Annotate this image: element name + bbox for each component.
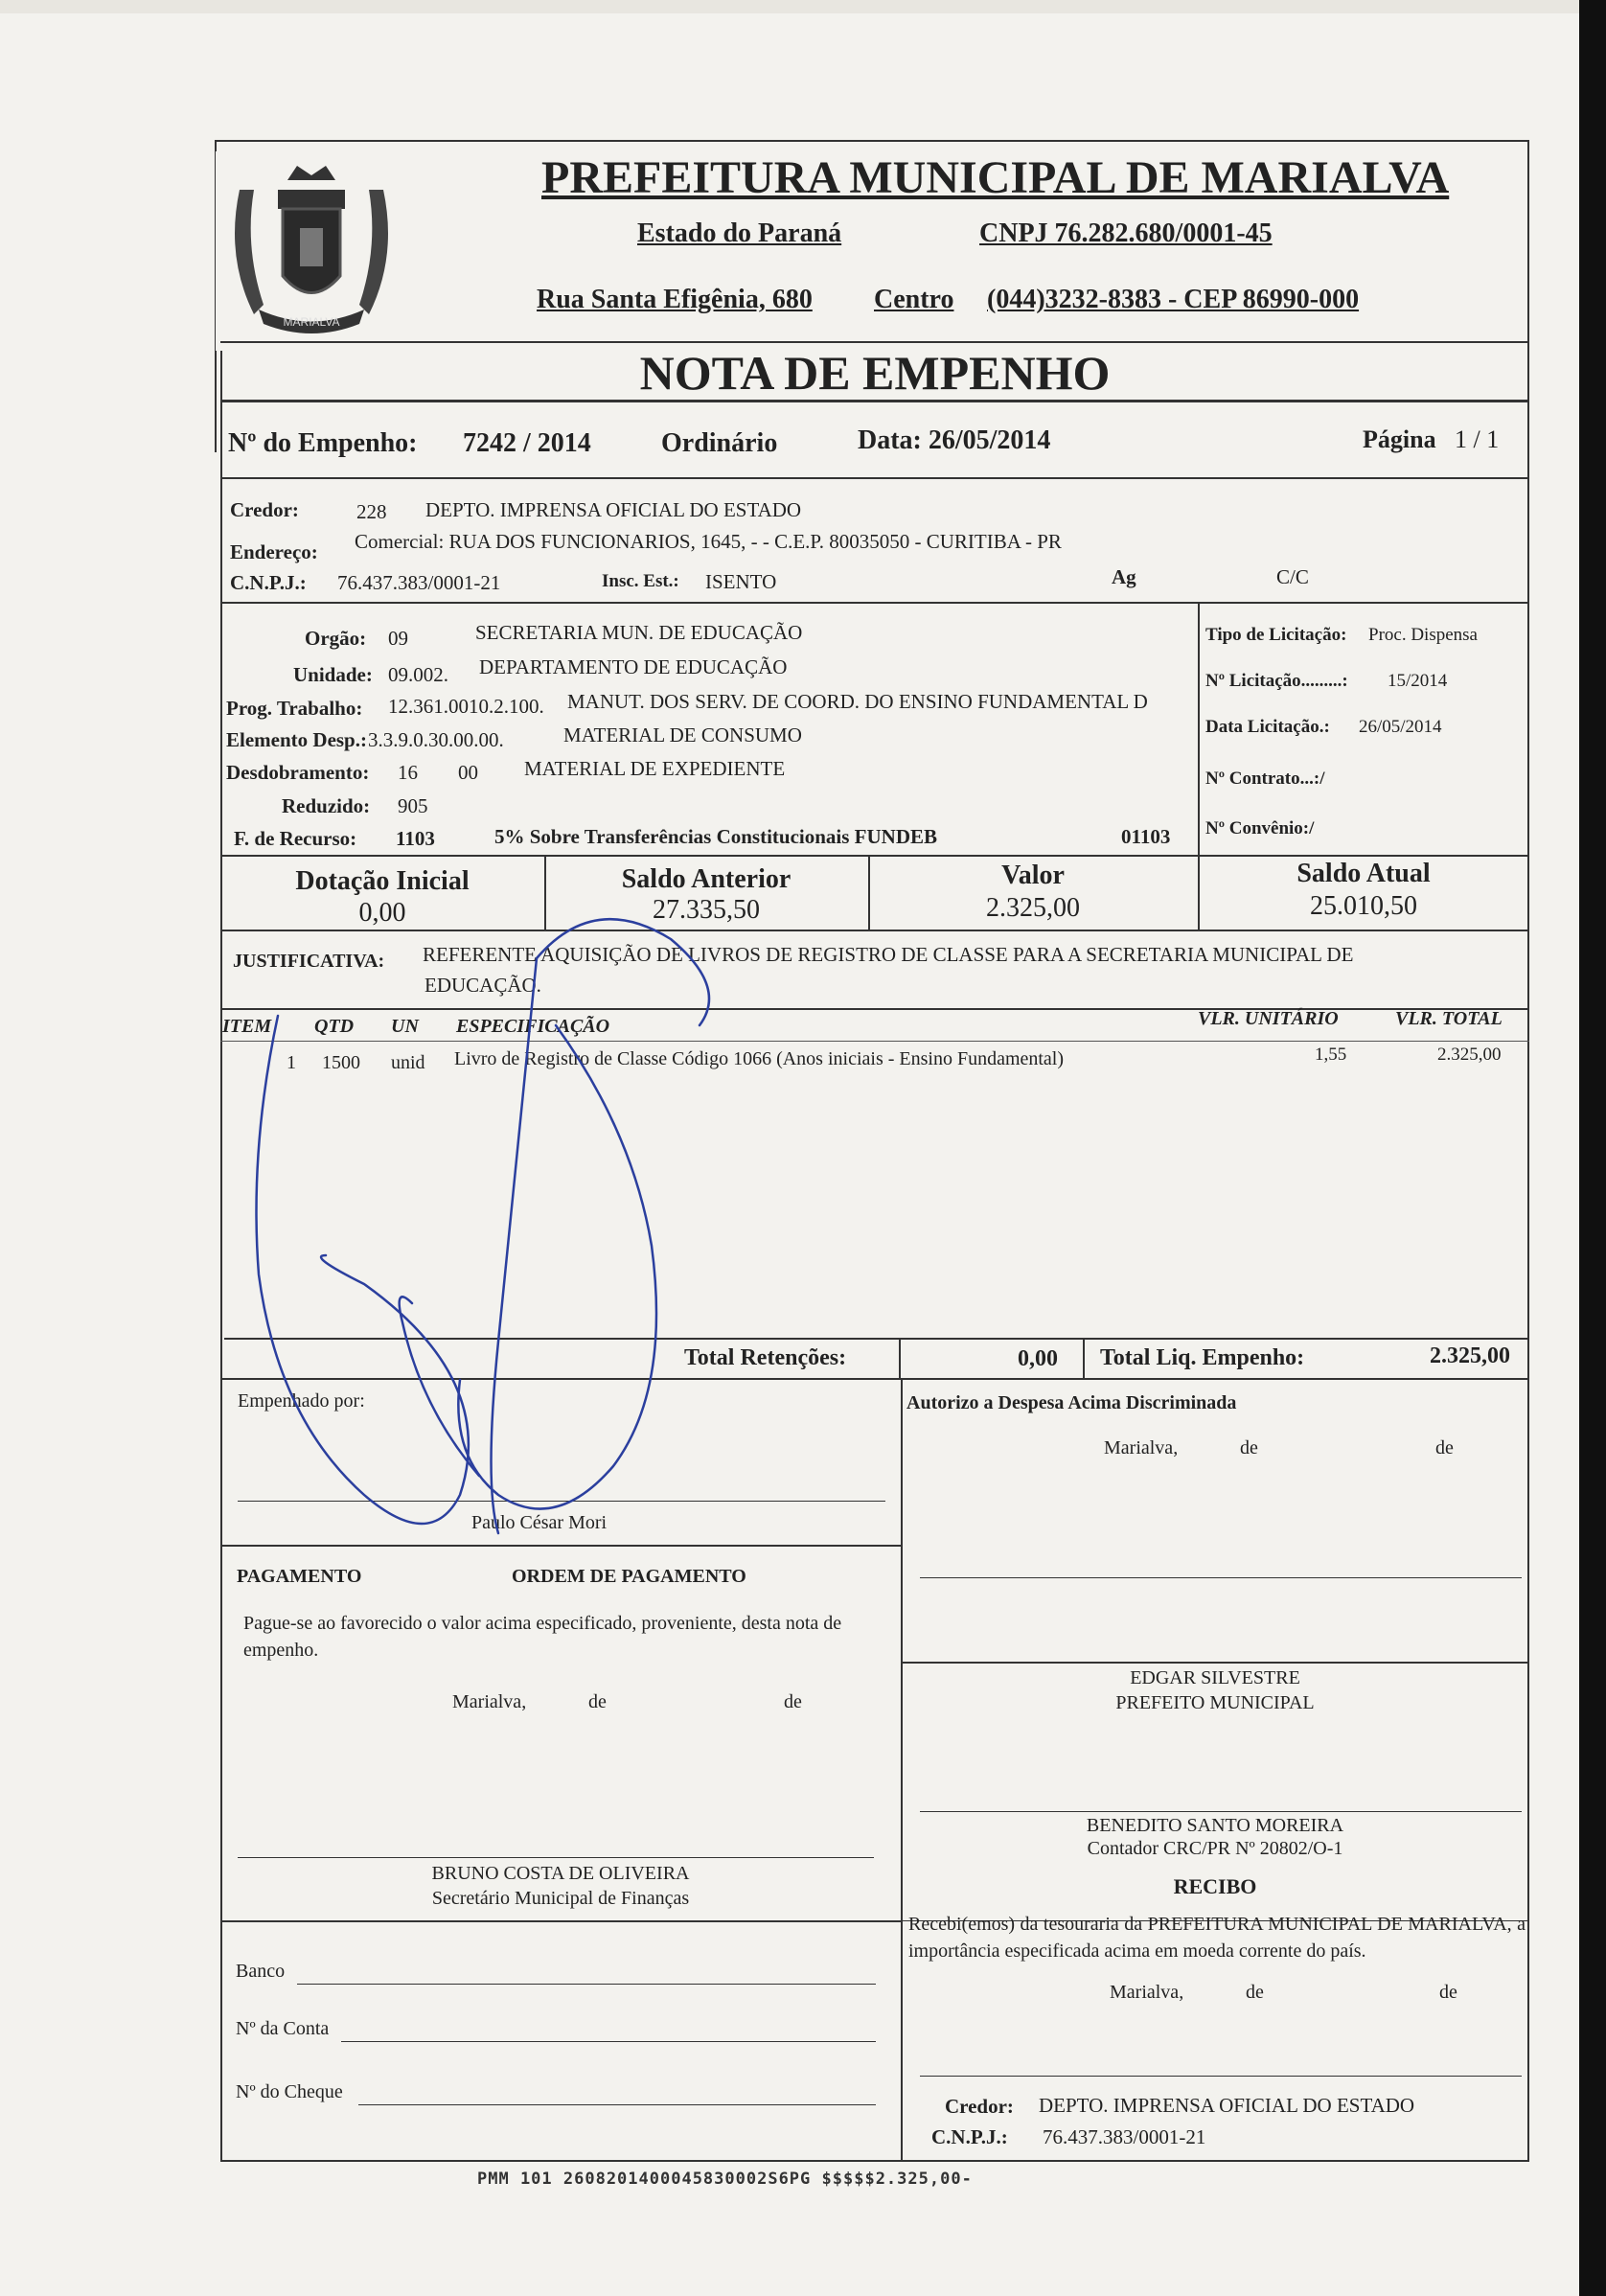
convenio-label: Nº Convênio:/ (1205, 818, 1315, 838)
retencoes-label: Total Retenções: (684, 1345, 847, 1370)
header-cnpj: CNPJ 76.282.680/0001-45 (979, 218, 1273, 248)
reduzido-value: 905 (398, 794, 428, 817)
endereco-label: Endereço: (230, 540, 318, 563)
svg-text:MARIALVA: MARIALVA (283, 315, 340, 329)
insc-label: Insc. Est.: (602, 571, 679, 591)
authentication-code: PMM 101 2608201400045830002S6PG $$$$$2.325,00- (477, 2170, 973, 2189)
justificativa-label: JUSTIFICATIVA: (233, 951, 385, 972)
recibo-de-2: de (1439, 1982, 1457, 2003)
credor-cnpj-value: 76.437.383/0001-21 (337, 571, 501, 594)
item-column-header: ITEM (222, 1016, 272, 1037)
recurso-code-2: 01103 (1121, 825, 1171, 848)
contrato-label: Nº Contrato...:/ (1205, 769, 1325, 789)
pagamento-de-1: de (588, 1691, 607, 1712)
endereco-value: Comercial: RUA DOS FUNCIONARIOS, 1645, - - C.E.P. 80035050 - CURITIBA - PR (355, 530, 1062, 553)
phone-cep: (044)3232-8383 - CEP 86990-000 (987, 285, 1360, 314)
tipo-licitacao-value: Proc. Dispensa (1368, 625, 1478, 645)
banco-label: Banco (236, 1961, 286, 1982)
contador-title: Contador CRC/PR Nº 20802/O-1 (1087, 1838, 1343, 1859)
tipo-licitacao-label: Tipo de Licitação: (1205, 625, 1347, 645)
un-column-header: UN (391, 1016, 419, 1037)
credor-code: 228 (356, 500, 387, 523)
unidade-label: Unidade: (293, 663, 373, 686)
district-name: Centro (874, 285, 954, 314)
qtd-column-header: QTD (314, 1016, 355, 1037)
row-quantity: 1500 (322, 1052, 360, 1073)
pagamento-label: PAGAMENTO (237, 1566, 362, 1587)
justificativa-line-2: EDUCAÇÃO. (424, 974, 541, 997)
autorizo-label: Autorizo a Despesa Acima Discriminada (906, 1392, 1237, 1413)
desdobramento-sub: 00 (458, 761, 478, 784)
prefeito-title: PREFEITO MUNICIPAL (1115, 1692, 1315, 1713)
autorizo-city: Marialva, (1104, 1437, 1179, 1458)
credor-cnpj-label: C.N.P.J.: (230, 571, 307, 594)
recibo-cnpj-value: 76.437.383/0001-21 (1043, 2125, 1206, 2148)
empenho-number: 7242 / 2014 (463, 428, 591, 458)
recibo-text: Recebi(emos) da tesouraria da PREFEITURA MUNICIPAL DE MARIALVA, a importância especificada acima em moeda corrente do país. (908, 1914, 1526, 1962)
unidade-name: DEPARTAMENTO DE EDUCAÇÃO (479, 655, 788, 678)
recibo-label: RECIBO (1173, 1874, 1257, 1898)
spec-column-header: ESPECIFICAÇÃO (456, 1016, 610, 1037)
desdobramento-code: 16 (398, 761, 418, 784)
recibo-city: Marialva, (1110, 1982, 1184, 2003)
orgao-name: SECRETARIA MUN. DE EDUCAÇÃO (475, 621, 803, 644)
pague-se-text: Pague-se ao favorecido o valor acima especificado, proveniente, desta nota de empenho. (243, 1613, 842, 1661)
saldo-atual-value: 25.010,50 (1310, 891, 1417, 921)
document-title: NOTA DE EMPENHO (639, 346, 1111, 400)
row-total-value: 2.325,00 (1437, 1045, 1502, 1065)
desdobramento-label: Desdobramento: (226, 761, 370, 784)
row-specification: Livro de Registro de Classe Código 1066 (Anos iniciais - Ensino Fundamental) (454, 1048, 1065, 1069)
numero-licitacao-label: Nº Licitação.........: (1205, 671, 1348, 691)
prog-trabalho-name: MANUT. DOS SERV. DE COORD. DO ENSINO FUNDAMENTAL D (567, 690, 1148, 713)
empenho-label: Nº do Empenho: (228, 428, 418, 458)
unit-value-column-header: VLR. UNITÁRIO (1198, 1008, 1339, 1029)
secretario-name: BRUNO COSTA DE OLIVEIRA (431, 1863, 690, 1884)
recibo-credor-value: DEPTO. IMPRENSA OFICIAL DO ESTADO (1039, 2094, 1415, 2117)
prog-trabalho-label: Prog. Trabalho: (226, 697, 363, 720)
prefeito-name: EDGAR SILVESTRE (1130, 1667, 1300, 1688)
conta-label: Nº da Conta (236, 2018, 330, 2039)
conta-corrente-label: C/C (1276, 565, 1309, 588)
reduzido-label: Reduzido: (282, 794, 371, 817)
desdobramento-name: MATERIAL DE EXPEDIENTE (524, 757, 786, 780)
row-item-number: 1 (287, 1052, 296, 1073)
valor-value: 2.325,00 (986, 893, 1080, 923)
street-address: Rua Santa Efigênia, 680 (537, 285, 813, 314)
pagamento-de-2: de (784, 1691, 802, 1712)
empenhado-por-name: Paulo César Mori (471, 1512, 608, 1533)
recibo-cnpj-label: C.N.P.J.: (931, 2125, 1008, 2148)
justificativa-line-1: REFERENTE AQUISIÇÃO DE LIVROS DE REGISTRO DE CLASSE PARA A SECRETARIA MUNICIPAL DE (423, 943, 1354, 966)
ordem-pagamento-label: ORDEM DE PAGAMENTO (512, 1566, 746, 1587)
recibo-credor-label: Credor: (945, 2095, 1014, 2118)
autorizo-de-2: de (1435, 1437, 1454, 1458)
saldo-atual-label: Saldo Atual (1296, 859, 1431, 888)
page-number: 1 / 1 (1455, 425, 1500, 453)
dotacao-inicial-value: 0,00 (358, 898, 406, 928)
secretario-title: Secretário Municipal de Finanças (431, 1888, 690, 1909)
recurso-label: F. de Recurso: (234, 827, 357, 850)
agencia-label: Ag (1112, 565, 1136, 588)
valor-label: Valor (1001, 861, 1065, 890)
unidade-code: 09.002. (388, 663, 448, 686)
total-liquido-value: 2.325,00 (1430, 1343, 1510, 1368)
empenho-type: Ordinário (661, 428, 778, 458)
elemento-code: 3.3.9.0.30.00.00. (368, 728, 504, 751)
page-label: Página (1363, 425, 1436, 453)
elemento-name: MATERIAL DE CONSUMO (563, 723, 802, 746)
recibo-de-1: de (1246, 1982, 1264, 2003)
retencoes-value: 0,00 (1018, 1346, 1058, 1371)
municipality-title: PREFEITURA MUNICIPAL DE MARIALVA (541, 152, 1450, 203)
total-liquido-label: Total Liq. Empenho: (1100, 1345, 1305, 1370)
saldo-anterior-label: Saldo Anterior (621, 864, 792, 894)
credor-name: DEPTO. IMPRENSA OFICIAL DO ESTADO (425, 498, 802, 521)
empenho-date: Data: 26/05/2014 (858, 425, 1051, 455)
row-unit: unid (391, 1052, 425, 1073)
autorizo-de-1: de (1240, 1437, 1258, 1458)
insc-value: ISENTO (705, 570, 777, 593)
credor-label: Credor: (230, 498, 299, 521)
recurso-code: 1103 (396, 827, 435, 850)
saldo-anterior-value: 27.335,50 (653, 895, 760, 925)
orgao-code: 09 (388, 627, 408, 650)
recurso-name: 5% Sobre Transferências Constitucionais FUNDEB (494, 825, 938, 848)
orgao-label: Orgão: (305, 627, 367, 650)
state-name: Estado do Paraná (637, 218, 842, 248)
cheque-label: Nº do Cheque (236, 2081, 343, 2102)
data-licitacao-value: 26/05/2014 (1359, 717, 1442, 737)
contador-name: BENEDITO SANTO MOREIRA (1086, 1815, 1344, 1836)
pagamento-city: Marialva, (452, 1691, 527, 1712)
elemento-label: Elemento Desp.: (226, 728, 367, 751)
row-unit-value: 1,55 (1315, 1045, 1347, 1065)
data-licitacao-label: Data Licitação.: (1205, 717, 1330, 737)
dotacao-inicial-label: Dotação Inicial (295, 866, 470, 896)
total-value-column-header: VLR. TOTAL (1395, 1008, 1503, 1029)
empenhado-por-label: Empenhado por: (238, 1390, 365, 1412)
prog-trabalho-code: 12.361.0010.2.100. (388, 695, 544, 718)
numero-licitacao-value: 15/2014 (1388, 671, 1448, 691)
